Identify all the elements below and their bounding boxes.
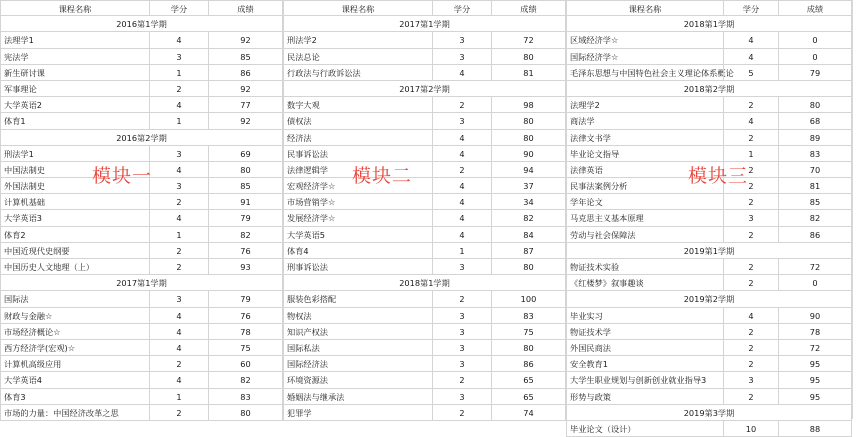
course-credit: 3 (723, 372, 778, 387)
header-score: 成绩 (208, 1, 283, 15)
course-score: 0 (778, 275, 852, 290)
course-row (283, 372, 566, 388)
course-row (0, 146, 283, 162)
course-row (283, 259, 566, 275)
course-score: 72 (491, 32, 566, 47)
course-score: 83 (778, 146, 852, 161)
course-row (0, 97, 283, 113)
course-name: 民法总论 (283, 49, 432, 64)
course-credit: 4 (149, 97, 208, 112)
course-row (283, 340, 566, 356)
course-name: 民事诉讼法 (283, 146, 432, 161)
course-row (566, 97, 852, 113)
course-name: 知识产权法 (283, 324, 432, 339)
course-row (566, 421, 852, 437)
course-credit: 4 (432, 210, 491, 225)
course-score: 80 (778, 97, 852, 112)
course-score: 0 (778, 32, 852, 47)
course-score: 80 (208, 405, 283, 420)
course-score: 86 (491, 356, 566, 371)
course-row (0, 210, 283, 226)
course-row (0, 113, 283, 129)
course-score: 82 (491, 210, 566, 225)
course-name: 《红楼梦》叙事趣谈 (566, 275, 723, 290)
course-credit: 1 (723, 146, 778, 161)
course-row (283, 356, 566, 372)
course-row (283, 49, 566, 65)
semester-row (0, 130, 283, 146)
course-credit: 4 (432, 130, 491, 145)
course-score: 79 (778, 65, 852, 80)
course-credit: 10 (723, 421, 778, 436)
course-row (0, 340, 283, 356)
course-row (0, 49, 283, 65)
course-score: 81 (491, 65, 566, 80)
course-score: 89 (778, 130, 852, 145)
course-row (0, 389, 283, 405)
header-row (283, 0, 566, 16)
course-name: 国际私法 (283, 340, 432, 355)
course-row (283, 291, 566, 307)
course-score: 94 (491, 162, 566, 177)
course-row (283, 130, 566, 146)
header-course-name: 课程名称 (0, 1, 149, 15)
course-name: 物权法 (283, 308, 432, 323)
course-name: 体育1 (0, 113, 149, 128)
course-score: 80 (208, 162, 283, 177)
course-row (0, 356, 283, 372)
course-score: 82 (208, 372, 283, 387)
semester-label: 2016第2学期 (0, 130, 283, 145)
course-credit: 2 (723, 178, 778, 193)
semester-row (566, 243, 852, 259)
course-row (283, 178, 566, 194)
course-row (0, 81, 283, 97)
course-score: 83 (491, 308, 566, 323)
course-score: 95 (778, 372, 852, 387)
course-score: 79 (208, 291, 283, 306)
course-row (0, 291, 283, 307)
course-row (283, 32, 566, 48)
course-name: 法理学2 (566, 97, 723, 112)
course-credit: 4 (723, 113, 778, 128)
course-credit: 4 (432, 65, 491, 80)
course-name: 毕业论文（设计） (566, 421, 723, 436)
course-name: 体育4 (283, 243, 432, 258)
course-credit: 4 (723, 32, 778, 47)
course-name: 发展经济学☆ (283, 210, 432, 225)
course-credit: 1 (149, 389, 208, 404)
course-score: 90 (491, 146, 566, 161)
course-row (283, 308, 566, 324)
course-row (0, 227, 283, 243)
course-credit: 3 (432, 32, 491, 47)
course-score: 81 (778, 178, 852, 193)
course-row (0, 194, 283, 210)
course-credit: 4 (432, 178, 491, 193)
course-row (283, 243, 566, 259)
course-row (566, 275, 852, 291)
course-row (566, 49, 852, 65)
course-name: 大学英语3 (0, 210, 149, 225)
course-name: 区域经济学☆ (566, 32, 723, 47)
course-score: 65 (491, 372, 566, 387)
course-credit: 2 (432, 97, 491, 112)
course-credit: 2 (723, 259, 778, 274)
course-credit: 3 (432, 340, 491, 355)
course-score: 34 (491, 194, 566, 209)
course-score: 80 (491, 113, 566, 128)
course-credit: 3 (432, 389, 491, 404)
header-credit: 学分 (723, 1, 778, 15)
course-name: 法律文书学 (566, 130, 723, 145)
course-score: 0 (778, 49, 852, 64)
grade-column-3 (566, 0, 852, 434)
course-score: 76 (208, 243, 283, 258)
course-score: 78 (778, 324, 852, 339)
course-score: 79 (208, 210, 283, 225)
course-row (566, 324, 852, 340)
course-score: 92 (208, 32, 283, 47)
course-score: 37 (491, 178, 566, 193)
course-score: 100 (491, 291, 566, 306)
course-name: 中国近现代史纲要 (0, 243, 149, 258)
course-score: 60 (208, 356, 283, 371)
course-name: 马克思主义基本原理 (566, 210, 723, 225)
course-score: 74 (491, 405, 566, 420)
course-row (566, 389, 852, 405)
course-score: 92 (208, 113, 283, 128)
course-name: 大学英语4 (0, 372, 149, 387)
course-credit: 3 (723, 210, 778, 225)
course-score: 92 (208, 81, 283, 96)
course-row (283, 113, 566, 129)
course-score: 80 (491, 340, 566, 355)
course-score: 91 (208, 194, 283, 209)
course-score: 82 (208, 227, 283, 242)
course-score: 72 (778, 340, 852, 355)
course-score: 85 (208, 178, 283, 193)
course-row (283, 227, 566, 243)
course-credit: 2 (723, 227, 778, 242)
course-row (566, 146, 852, 162)
course-row (283, 194, 566, 210)
course-row (283, 405, 566, 421)
course-name: 行政法与行政诉讼法 (283, 65, 432, 80)
course-row (566, 372, 852, 388)
course-name: 体育2 (0, 227, 149, 242)
course-name: 刑法学1 (0, 146, 149, 161)
course-credit: 2 (432, 162, 491, 177)
semester-label: 2019第3学期 (566, 405, 852, 420)
course-row (566, 227, 852, 243)
course-name: 大学生职业规划与创新创业就业指导3 (566, 372, 723, 387)
course-row (283, 146, 566, 162)
course-credit: 2 (149, 356, 208, 371)
course-name: 大学英语5 (283, 227, 432, 242)
semester-label: 2017第1学期 (0, 275, 283, 290)
header-course-name: 课程名称 (566, 1, 723, 15)
course-credit: 3 (149, 49, 208, 64)
course-credit: 2 (723, 130, 778, 145)
course-name: 法律逻辑学 (283, 162, 432, 177)
course-row (283, 162, 566, 178)
course-name: 中国历史人文地理（上） (0, 259, 149, 274)
course-credit: 4 (723, 49, 778, 64)
course-row (283, 65, 566, 81)
course-name: 商法学 (566, 113, 723, 128)
course-score: 80 (491, 130, 566, 145)
course-name: 国际经济法 (283, 356, 432, 371)
course-credit: 2 (723, 194, 778, 209)
course-credit: 3 (432, 356, 491, 371)
course-credit: 4 (432, 194, 491, 209)
course-name: 计算机基础 (0, 194, 149, 209)
course-row (283, 389, 566, 405)
semester-label: 2017第2学期 (283, 81, 566, 96)
course-credit: 1 (149, 65, 208, 80)
header-course-name: 课程名称 (283, 1, 432, 15)
course-credit: 4 (149, 162, 208, 177)
course-name: 刑法学2 (283, 32, 432, 47)
course-row (0, 405, 283, 421)
course-row (283, 97, 566, 113)
header-score: 成绩 (778, 1, 852, 15)
course-name: 债权法 (283, 113, 432, 128)
course-name: 形势与政策 (566, 389, 723, 404)
course-credit: 1 (149, 113, 208, 128)
course-name: 物证技术学 (566, 324, 723, 339)
semester-label: 2018第1学期 (283, 275, 566, 290)
grade-column-1 (0, 0, 283, 419)
semester-row (0, 275, 283, 291)
course-row (0, 65, 283, 81)
course-score: 82 (778, 210, 852, 225)
semester-row (283, 81, 566, 97)
course-credit: 2 (432, 291, 491, 306)
course-credit: 5 (723, 65, 778, 80)
course-credit: 3 (432, 324, 491, 339)
course-name: 服装色彩搭配 (283, 291, 432, 306)
course-credit: 4 (149, 32, 208, 47)
header-row (566, 0, 852, 16)
course-score: 98 (491, 97, 566, 112)
course-name: 西方经济学(宏观)☆ (0, 340, 149, 355)
course-name: 物证技术实验 (566, 259, 723, 274)
course-score: 83 (208, 389, 283, 404)
course-row (566, 65, 852, 81)
course-name: 宪法学 (0, 49, 149, 64)
course-name: 毕业实习 (566, 308, 723, 323)
course-name: 新生研讨课 (0, 65, 149, 80)
course-credit: 4 (723, 308, 778, 323)
course-credit: 2 (432, 372, 491, 387)
course-credit: 4 (432, 146, 491, 161)
semester-row (566, 405, 852, 421)
course-credit: 2 (723, 389, 778, 404)
course-score: 86 (208, 65, 283, 80)
course-credit: 3 (149, 178, 208, 193)
course-credit: 1 (149, 227, 208, 242)
course-name: 中国法制史 (0, 162, 149, 177)
course-credit: 3 (149, 146, 208, 161)
course-credit: 4 (432, 227, 491, 242)
course-score: 85 (778, 194, 852, 209)
course-score: 70 (778, 162, 852, 177)
semester-row (283, 275, 566, 291)
course-name: 体育3 (0, 389, 149, 404)
semester-label: 2019第1学期 (566, 243, 852, 258)
course-credit: 4 (149, 324, 208, 339)
course-credit: 2 (723, 356, 778, 371)
course-score: 80 (491, 259, 566, 274)
course-row (0, 324, 283, 340)
header-credit: 学分 (432, 1, 491, 15)
course-score: 78 (208, 324, 283, 339)
course-score: 84 (491, 227, 566, 242)
course-score: 80 (491, 49, 566, 64)
semester-label: 2018第2学期 (566, 81, 852, 96)
course-score: 87 (491, 243, 566, 258)
course-row (0, 259, 283, 275)
course-credit: 2 (149, 81, 208, 96)
course-row (566, 194, 852, 210)
course-row (0, 372, 283, 388)
module-label-3: 模块三 (688, 165, 749, 187)
course-name: 婚姻法与继承法 (283, 389, 432, 404)
course-score: 95 (778, 356, 852, 371)
course-name: 国际经济学☆ (566, 49, 723, 64)
course-score: 75 (208, 340, 283, 355)
course-credit: 1 (432, 243, 491, 258)
course-name: 环境资源法 (283, 372, 432, 387)
course-score: 85 (208, 49, 283, 64)
course-score: 88 (778, 421, 852, 436)
course-credit: 2 (723, 324, 778, 339)
course-name: 法理学1 (0, 32, 149, 47)
course-row (566, 32, 852, 48)
course-credit: 2 (723, 275, 778, 290)
course-score: 77 (208, 97, 283, 112)
course-credit: 3 (432, 49, 491, 64)
course-name: 学年论文 (566, 194, 723, 209)
course-credit: 2 (723, 162, 778, 177)
course-name: 宏观经济学☆ (283, 178, 432, 193)
semester-row (566, 291, 852, 307)
course-name: 市场的力量：中国经济改革之思 (0, 405, 149, 420)
course-credit: 4 (149, 372, 208, 387)
semester-label: 2019第2学期 (566, 291, 852, 306)
course-score: 72 (778, 259, 852, 274)
course-row (283, 324, 566, 340)
semester-row (283, 16, 566, 32)
course-credit: 4 (149, 210, 208, 225)
course-name: 民事法案例分析 (566, 178, 723, 193)
course-score: 90 (778, 308, 852, 323)
course-row (566, 356, 852, 372)
course-row (566, 259, 852, 275)
course-row (566, 308, 852, 324)
course-name: 犯罪学 (283, 405, 432, 420)
grade-column-2 (283, 0, 566, 419)
course-name: 数字大观 (283, 97, 432, 112)
course-credit: 2 (149, 405, 208, 420)
course-name: 经济法 (283, 130, 432, 145)
course-credit: 3 (149, 291, 208, 306)
course-name: 市场营销学☆ (283, 194, 432, 209)
course-row (566, 340, 852, 356)
course-name: 外国民商法 (566, 340, 723, 355)
course-credit: 4 (149, 340, 208, 355)
course-credit: 2 (432, 405, 491, 420)
course-name: 军事理论 (0, 81, 149, 96)
course-score: 76 (208, 308, 283, 323)
course-row (566, 210, 852, 226)
course-score: 75 (491, 324, 566, 339)
semester-label: 2018第1学期 (566, 16, 852, 31)
module-label-1: 模块一 (92, 165, 153, 187)
course-row (0, 308, 283, 324)
course-credit: 3 (432, 113, 491, 128)
course-row (283, 210, 566, 226)
course-credit: 2 (149, 194, 208, 209)
semester-row (566, 16, 852, 32)
course-name: 刑事诉讼法 (283, 259, 432, 274)
course-name: 财政与金融☆ (0, 308, 149, 323)
course-score: 65 (491, 389, 566, 404)
course-name: 毕业论文指导 (566, 146, 723, 161)
course-name: 国际法 (0, 291, 149, 306)
course-row (566, 113, 852, 129)
course-name: 计算机高级应用 (0, 356, 149, 371)
header-score: 成绩 (491, 1, 566, 15)
course-credit: 2 (723, 97, 778, 112)
course-credit: 3 (432, 259, 491, 274)
course-name: 外国法制史 (0, 178, 149, 193)
semester-row (0, 16, 283, 32)
course-score: 86 (778, 227, 852, 242)
course-credit: 2 (723, 340, 778, 355)
course-score: 93 (208, 259, 283, 274)
course-credit: 4 (149, 308, 208, 323)
course-row (566, 130, 852, 146)
course-row (0, 32, 283, 48)
course-name: 安全教育1 (566, 356, 723, 371)
header-credit: 学分 (149, 1, 208, 15)
course-score: 68 (778, 113, 852, 128)
course-credit: 3 (432, 308, 491, 323)
course-row (0, 243, 283, 259)
module-label-2: 模块二 (352, 165, 413, 187)
course-credit: 2 (149, 259, 208, 274)
course-name: 法律英语 (566, 162, 723, 177)
course-score: 95 (778, 389, 852, 404)
course-name: 市场经济概论☆ (0, 324, 149, 339)
semester-label: 2017第1学期 (283, 16, 566, 31)
course-credit: 2 (149, 243, 208, 258)
semester-row (566, 81, 852, 97)
header-row (0, 0, 283, 16)
course-name: 劳动与社会保障法 (566, 227, 723, 242)
course-score: 69 (208, 146, 283, 161)
course-name: 大学英语2 (0, 97, 149, 112)
course-name: 毛泽东思想与中国特色社会主义理论体系概论 (566, 65, 723, 80)
semester-label: 2016第1学期 (0, 16, 283, 31)
